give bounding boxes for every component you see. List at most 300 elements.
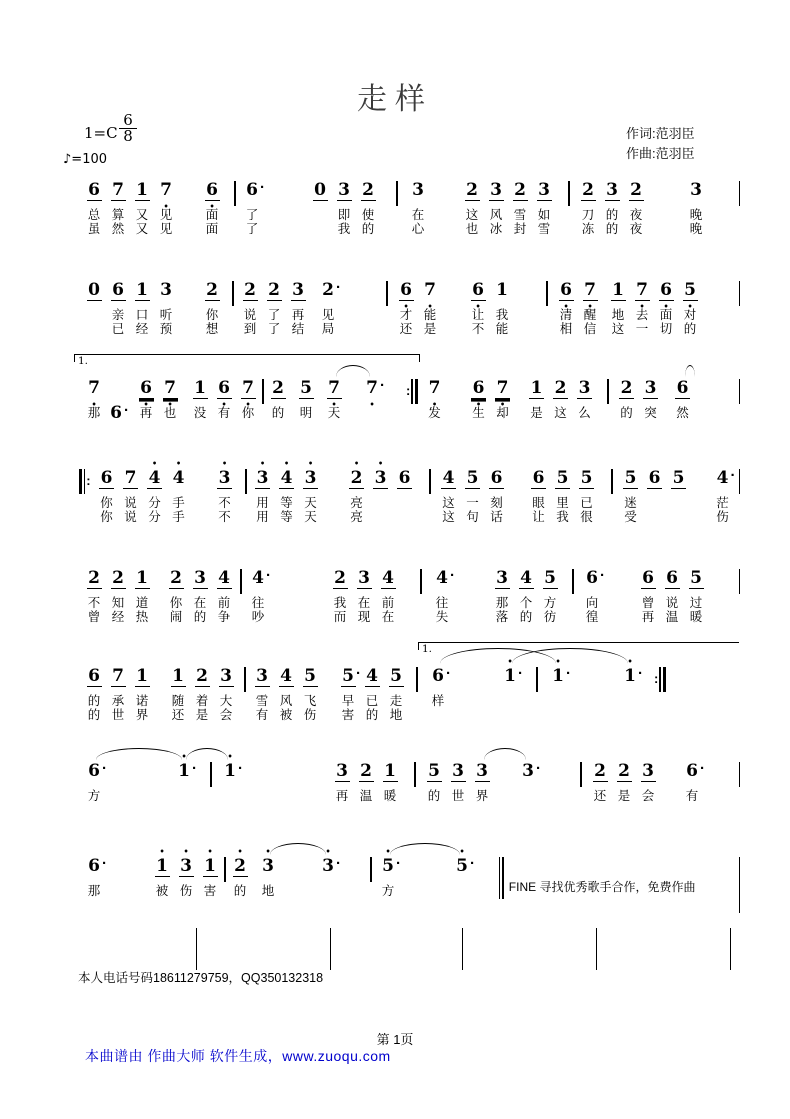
note-token xyxy=(154,280,178,336)
note-digit: 1 xyxy=(136,180,148,200)
note-digit: 5 xyxy=(672,468,685,488)
note-token xyxy=(158,378,182,420)
augmentation-dot: · xyxy=(700,760,705,777)
repeat-start-sign: : xyxy=(78,469,91,489)
note-token xyxy=(554,280,578,336)
note-token xyxy=(250,666,274,722)
lyric-line2: 这 xyxy=(611,322,625,336)
note-digit: 2 xyxy=(630,180,642,200)
note-digit: 3 xyxy=(452,761,464,781)
lyric-line1: 的 xyxy=(233,884,247,898)
note-digit: 7 • xyxy=(87,379,102,398)
note-digit: 5 xyxy=(544,568,556,588)
note-token xyxy=(212,378,236,420)
note-digit: • 1 xyxy=(623,667,638,686)
note-token xyxy=(130,180,154,236)
note-digit: • 4 xyxy=(279,469,294,489)
lyric-line2: 能 xyxy=(495,322,509,336)
system-end-barline xyxy=(739,181,740,206)
lyric-line2: 见 xyxy=(159,222,173,236)
lyric-line2: 还 xyxy=(171,708,185,722)
augmentation-dot: · xyxy=(470,855,475,872)
lyric-line2: 的 xyxy=(519,610,533,624)
lyric-line1: 界 xyxy=(475,789,489,803)
note-digit: • 4 xyxy=(147,469,162,489)
lyric-line2: 一 xyxy=(635,322,649,336)
lyric-line1: 天 xyxy=(327,406,341,420)
note-digit: 4 xyxy=(716,468,729,488)
system-end-barline xyxy=(739,762,740,787)
lyric-line2: 冻 xyxy=(581,222,595,236)
lyric-line2: 暖 xyxy=(689,610,703,624)
lyric-line1: 这 xyxy=(442,496,455,510)
note-digit: 3 xyxy=(256,666,268,686)
note-token xyxy=(82,180,106,236)
note-token xyxy=(546,667,570,687)
lyric-line1: 是 xyxy=(617,789,631,803)
note-token xyxy=(514,568,538,624)
lyric-line1: 往 xyxy=(251,596,265,610)
volta-label: 1. xyxy=(78,355,89,367)
note-digit: 6 xyxy=(88,666,100,686)
note-token xyxy=(384,666,408,722)
augmentation-dot: · xyxy=(638,665,643,682)
note-token xyxy=(575,468,599,524)
lyric-line1: 前 xyxy=(381,596,395,610)
lyric-line1: 也 xyxy=(163,406,177,420)
barline xyxy=(416,667,418,692)
note-digit: 0 xyxy=(314,180,326,200)
barline xyxy=(596,928,597,970)
note-token xyxy=(660,568,684,624)
tempo-marking xyxy=(63,152,107,167)
lyric-line1: 温 xyxy=(359,789,373,803)
lyric-line1: 再 xyxy=(335,789,349,803)
lyric-line2: 面 xyxy=(205,222,219,236)
lyric-line1: 地 xyxy=(261,884,275,898)
note-digit: 2 xyxy=(334,568,346,588)
note-digit: 6 xyxy=(88,856,100,876)
note-token xyxy=(573,378,597,420)
barline xyxy=(262,379,264,404)
note-digit: 2 xyxy=(554,378,567,398)
lyric-line2: 夜 xyxy=(629,222,643,236)
note-token xyxy=(437,468,461,524)
augmentation-dot: · xyxy=(192,760,197,777)
lyric-line2: 有 xyxy=(255,708,269,722)
note-digit: 1 xyxy=(136,280,148,300)
note-token xyxy=(538,568,562,624)
lyric-line2: 伤 xyxy=(716,510,729,524)
augmentation-dot: · xyxy=(102,855,107,872)
augmentation-dot: · xyxy=(266,567,271,584)
augmentation-dot: · xyxy=(536,760,541,777)
note-token xyxy=(299,468,323,524)
note-digit: 5 • xyxy=(683,281,698,301)
barline xyxy=(224,857,226,882)
note-token xyxy=(667,469,691,489)
note-token xyxy=(619,468,643,524)
lyric-line1: 没 xyxy=(193,406,207,420)
lyric-line1: 去 xyxy=(635,308,649,322)
note-token xyxy=(491,378,515,420)
note-token xyxy=(266,378,290,420)
lyric-line1: 一 xyxy=(466,496,479,510)
note-token xyxy=(678,280,702,336)
note-token xyxy=(294,378,318,420)
note-token xyxy=(376,568,400,624)
note-token xyxy=(240,179,265,236)
barline xyxy=(330,928,331,970)
note-digit: 4 xyxy=(520,568,532,588)
note-digit: 2 xyxy=(272,378,284,398)
lyric-line1: 随 xyxy=(171,694,185,708)
note-digit: 1 xyxy=(172,666,184,686)
barline xyxy=(607,379,609,404)
note-token xyxy=(580,567,605,624)
lyric-line2: 而 xyxy=(333,610,347,624)
note-digit: • 5 xyxy=(455,857,470,876)
lyric-line1: 知 xyxy=(111,596,125,610)
slur-arc xyxy=(685,365,695,378)
note-digit: 3 xyxy=(292,280,304,300)
note-token xyxy=(490,280,514,336)
barline xyxy=(572,569,574,594)
lyric-line1: 再 xyxy=(291,308,305,322)
barline xyxy=(386,281,388,306)
note-digit: 2 xyxy=(322,280,334,300)
note-token xyxy=(316,279,341,336)
note-digit: 6 xyxy=(490,468,503,488)
time-signature-denominator: 8 xyxy=(119,128,137,144)
lyric-line1: 在 xyxy=(193,596,207,610)
note-digit: 5 xyxy=(580,468,593,488)
note-digit: 3 xyxy=(490,180,502,200)
note-token xyxy=(671,378,695,420)
note-token xyxy=(298,666,322,722)
lyric-line1: 明 xyxy=(299,406,313,420)
note-token xyxy=(198,856,222,898)
note-token xyxy=(262,280,286,336)
barline xyxy=(611,469,613,494)
lyric-line2: 再 xyxy=(641,610,655,624)
note-digit: 5 xyxy=(428,761,440,781)
barline xyxy=(420,569,422,594)
notation-system xyxy=(78,857,740,919)
lyric-line2: 的 xyxy=(193,610,207,624)
lyric-line1: 么 xyxy=(578,406,591,420)
note-token xyxy=(330,761,354,803)
note-token xyxy=(200,280,224,336)
lyric-line1: 醒 xyxy=(583,308,597,322)
slur-arc xyxy=(186,748,228,761)
note-token xyxy=(369,469,393,489)
lyric-line2: 的 xyxy=(87,708,101,722)
note-token xyxy=(106,180,130,236)
lyric-line2: 让 xyxy=(532,510,545,524)
note-digit: 5 xyxy=(342,666,354,686)
note-digit: 2 xyxy=(362,180,374,200)
repeat-end-sign: : xyxy=(406,379,419,399)
lyric-line1: 被 xyxy=(155,884,169,898)
note-token xyxy=(106,280,130,336)
note-digit: 6 • xyxy=(471,379,486,399)
note-token xyxy=(82,760,107,803)
lyric-line1: 不 xyxy=(87,596,101,610)
lyric-line1: 方 xyxy=(381,884,395,898)
augmentation-dot: · xyxy=(102,760,107,777)
lyric-line2: 又 xyxy=(135,222,149,236)
note-token xyxy=(275,468,299,524)
lyric-line1: 地 xyxy=(611,308,625,322)
note-token xyxy=(356,180,380,236)
note-digit: 7 • xyxy=(423,281,438,300)
note-digit: 6 xyxy=(88,180,100,200)
note-token xyxy=(393,469,417,489)
lyric-line1: 往 xyxy=(435,596,449,610)
lyric-line1: 用 xyxy=(256,496,269,510)
note-token xyxy=(551,468,575,524)
barline xyxy=(234,181,236,206)
note-token xyxy=(490,568,514,624)
note-digit: 6 • xyxy=(139,379,154,399)
slur-arc xyxy=(270,843,326,856)
song-title: 走样 xyxy=(357,82,433,117)
lyric-line1: 你 xyxy=(241,406,255,420)
lyric-line2: 封 xyxy=(513,222,527,236)
lyric-line2: 很 xyxy=(580,510,593,524)
note-token xyxy=(508,180,532,236)
software-credit-link[interactable]: 本曲谱由 作曲大师 软件生成，www.zuoqu.com xyxy=(85,1048,391,1064)
note-token xyxy=(446,761,470,803)
lyric-line1: 着 xyxy=(195,694,209,708)
note-token xyxy=(423,378,447,420)
lyric-line2: 吵 xyxy=(251,610,265,624)
note-token xyxy=(82,281,106,301)
lyric-line1: 雪 xyxy=(513,208,527,222)
note-digit: 2 xyxy=(620,378,633,398)
barline xyxy=(244,667,246,692)
note-digit: 1 xyxy=(530,378,543,398)
note-token xyxy=(618,667,642,687)
lyric-line1: 过 xyxy=(689,596,703,610)
note-token xyxy=(615,378,639,420)
lyric-line2: 用 xyxy=(256,510,269,524)
lyric-line1: 对 xyxy=(683,308,697,322)
augmentation-dot: · xyxy=(380,377,385,394)
lyric-line2: 不 xyxy=(218,510,231,524)
note-digit: • 3 xyxy=(255,469,270,489)
lyric-line1: 突 xyxy=(644,406,657,420)
lyric-line1: 雪 xyxy=(255,694,269,708)
barline xyxy=(730,928,731,970)
note-token xyxy=(654,280,678,336)
note-token xyxy=(394,280,418,336)
lyric-line2: 落 xyxy=(495,610,509,624)
note-digit: 4 xyxy=(382,568,394,588)
note-token xyxy=(636,761,660,803)
note-token xyxy=(328,568,352,624)
lyric-line1: 等 xyxy=(280,496,293,510)
note-digit: 6 • xyxy=(471,281,486,301)
note-token xyxy=(82,855,107,898)
note-token xyxy=(532,180,556,236)
note-digit: 6 • xyxy=(399,281,414,301)
lyric-line2: 经 xyxy=(135,322,149,336)
lyricist-credit: 作词:范羽臣 xyxy=(626,126,695,141)
note-token xyxy=(212,568,236,624)
lyric-line1: 暖 xyxy=(383,789,397,803)
lyric-line1: 又 xyxy=(135,208,149,222)
lyric-line2: 雪 xyxy=(537,222,551,236)
final-barline xyxy=(498,857,505,877)
lyric-line1: 有 xyxy=(685,789,699,803)
note-digit: • 1 xyxy=(155,857,170,877)
lyric-line2: 界 xyxy=(135,708,149,722)
lyric-line2: 会 xyxy=(219,708,233,722)
note-digit: 5 xyxy=(300,378,312,398)
note-digit: 3 xyxy=(336,761,348,781)
lyric-line1: 我 xyxy=(333,596,347,610)
note-digit: 6 xyxy=(88,761,100,781)
note-token xyxy=(430,567,455,624)
note-token xyxy=(639,378,663,420)
note-token xyxy=(345,468,369,524)
eighth-note-icon: ♪ xyxy=(63,152,72,167)
lyric-line2: 我 xyxy=(337,222,351,236)
lyric-line1: 夜 xyxy=(629,208,643,222)
note-token xyxy=(461,468,485,524)
lyric-line1: 会 xyxy=(641,789,655,803)
lyric-line2: 闹 xyxy=(169,610,183,624)
lyric-line2: 是 xyxy=(195,708,209,722)
lyric-line2: 争 xyxy=(217,610,231,624)
note-digit: 7 • xyxy=(427,379,442,398)
lyric-line2: 受 xyxy=(624,510,637,524)
note-token xyxy=(426,665,451,708)
note-token xyxy=(450,857,474,877)
lyric-line2: 已 xyxy=(111,322,125,336)
note-digit: 3 xyxy=(606,180,618,200)
lyric-line1: 生 xyxy=(472,406,485,420)
lyric-line1: 你 xyxy=(169,596,183,610)
note-digit: 3 xyxy=(220,666,232,686)
barline xyxy=(580,762,582,787)
note-token xyxy=(286,280,310,336)
note-digit: 7 • xyxy=(365,379,380,398)
note-digit: 2 xyxy=(594,761,606,781)
note-token xyxy=(360,379,384,399)
note-digit: 0 xyxy=(88,280,100,300)
notation-system xyxy=(78,281,740,343)
note-token xyxy=(600,180,624,236)
note-digit: • 2 xyxy=(349,469,364,489)
lyric-line1: 让 xyxy=(471,308,485,322)
barline xyxy=(196,928,197,970)
note-digit: • 3 xyxy=(303,469,318,489)
note-digit: 3 xyxy=(690,180,702,200)
note-token xyxy=(316,857,340,877)
note-digit: 5 xyxy=(690,568,702,588)
lyric-line1: 能 xyxy=(423,308,437,322)
barline xyxy=(240,569,242,594)
note-digit: 6 • xyxy=(205,181,220,201)
note-digit: 3 xyxy=(358,568,370,588)
note-token xyxy=(578,280,602,336)
note-token xyxy=(406,180,430,236)
lyric-line2: 失 xyxy=(435,610,449,624)
note-digit: • 3 xyxy=(179,857,194,877)
note-token xyxy=(484,180,508,236)
lyric-line1: 然 xyxy=(676,406,689,420)
lyric-line2: 不 xyxy=(471,322,485,336)
note-digit: 6 xyxy=(100,468,113,488)
lyric-line1: 亲 xyxy=(111,308,125,322)
note-digit: 4 xyxy=(436,568,448,588)
augmentation-dot: · xyxy=(518,665,523,682)
lyric-line1: 世 xyxy=(451,789,465,803)
barline xyxy=(370,857,372,882)
note-digit: 6 • xyxy=(659,281,674,301)
note-digit: 4 xyxy=(252,568,264,588)
note-token xyxy=(130,568,154,624)
note-token xyxy=(485,468,509,524)
slur-arc xyxy=(336,365,370,378)
lyric-line1: 不 xyxy=(218,496,231,510)
barline xyxy=(462,928,463,970)
lyric-line1: 即 xyxy=(337,208,351,222)
note-digit: 6 xyxy=(676,378,689,398)
note-digit: 5 xyxy=(304,666,316,686)
augmentation-dot: · xyxy=(600,567,605,584)
augmentation-dot: · xyxy=(260,179,265,196)
note-token xyxy=(527,468,551,524)
note-digit: 6 xyxy=(532,468,545,488)
lyric-line2: 曾 xyxy=(87,610,101,624)
lyric-line1: 向 xyxy=(585,596,599,610)
note-digit: • 2 xyxy=(233,857,248,877)
note-digit: 6 xyxy=(112,280,124,300)
lyric-line1: 那 xyxy=(87,884,101,898)
note-digit: 2 xyxy=(196,666,208,686)
note-digit: 1 xyxy=(194,378,206,398)
note-token xyxy=(470,761,494,803)
note-digit: • 3 xyxy=(217,469,232,489)
barline xyxy=(429,469,431,494)
note-token xyxy=(612,761,636,803)
lyric-line2: 说 xyxy=(124,510,137,524)
key-signature: 1=C xyxy=(84,124,118,142)
lyric-line2: 经 xyxy=(111,610,125,624)
lyric-line2: 伤 xyxy=(303,708,317,722)
lyric-line1: 说 xyxy=(665,596,679,610)
lyric-line2: 话 xyxy=(490,510,503,524)
lyric-line2: 被 xyxy=(279,708,293,722)
lyric-line2: 热 xyxy=(135,610,149,624)
note-digit: 1 xyxy=(612,280,624,300)
note-digit: 3 xyxy=(160,280,172,300)
note-token xyxy=(516,762,540,782)
lyric-line2: 虽 xyxy=(87,222,101,236)
note-token xyxy=(256,856,280,898)
note-digit: 3 xyxy=(642,761,654,781)
composer-credit: 作曲:范羽臣 xyxy=(626,146,695,161)
note-token xyxy=(188,568,212,624)
note-token xyxy=(150,856,174,898)
note-digit: 2 xyxy=(268,280,280,300)
lyric-line2: 切 xyxy=(659,322,673,336)
note-digit: 1 xyxy=(136,568,148,588)
